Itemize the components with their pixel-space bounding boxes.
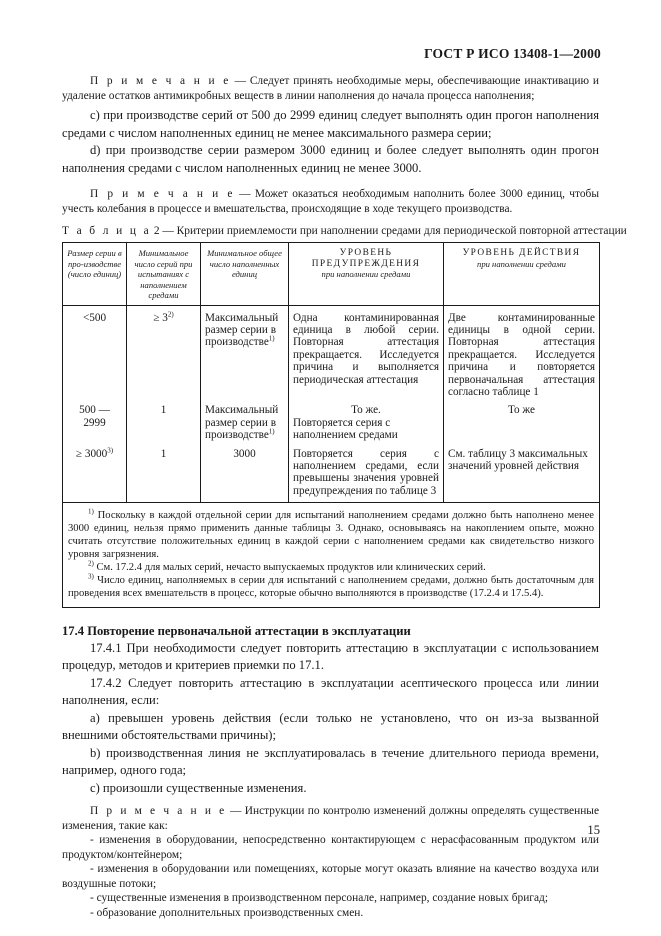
warning-text: Повторяется серия с наполнением средами	[293, 416, 398, 442]
note-label: П р и м е ч а н и е	[90, 188, 235, 200]
footnote-3	[68, 574, 594, 600]
action-level-title: УРОВЕНЬ ДЕЙСТВИЯ	[462, 248, 581, 258]
action-level-sub: при наполнении средами	[477, 258, 566, 269]
table-caption-label: Т а б л и ц а	[62, 225, 152, 237]
cell-min-series	[127, 305, 201, 401]
table-caption	[62, 224, 627, 238]
item-c: с) при производстве серий от 500 до 2999 единиц следует выполнять один прогон наполнения средами с числом наполненных единиц не менее максимального размера серии;	[62, 108, 599, 140]
cell-min-units	[201, 305, 289, 401]
footnote-ref: 1)	[268, 427, 275, 436]
cell-min-series: 1	[127, 401, 201, 444]
header-action-level	[444, 243, 600, 306]
note-text: — Инструкции по контролю изменений должны определять существенные изменения, такие как:	[62, 805, 599, 832]
cell-action-level: То же	[444, 401, 600, 444]
min-series-value: ≥ 3	[153, 311, 168, 324]
header-min-series: Минимальное число серий при испытаниях с наполнением средами	[127, 243, 201, 306]
cell-min-units	[201, 401, 289, 444]
item-d: d) при производстве серии размером 3000 единиц и более следует выполнять один прогон наполнения средами с числом наполненных единиц не менее 3000.	[62, 143, 599, 175]
header-min-units: Минимальное общее число наполненных единиц	[201, 243, 289, 306]
footnote-1	[68, 509, 594, 561]
item-a: а) превышен уровень действия (если только не установлено, что он из-за вызванной внешними обстоятельствами причины);	[62, 710, 599, 743]
table-row	[63, 401, 600, 444]
list-item: - изменения в оборудовании или помещениях, которые могут оказать влияние на качество воздуха или воздушные потоки;	[62, 863, 599, 890]
batch-size-value: ≥ 3000	[75, 447, 108, 460]
cell-batch-size: <500	[63, 305, 127, 401]
warning-level-sub: при наполнении средами	[321, 269, 411, 279]
footnote-ref: 2)	[167, 309, 174, 318]
cell-warning-level	[289, 401, 444, 444]
cell-batch-size	[63, 445, 127, 503]
cell-batch-size: 500 — 2999	[63, 401, 127, 444]
list-item: - существенные изменения в производственном персонале, например, создание новых бригад;	[90, 892, 548, 905]
note-3-intro	[62, 804, 599, 833]
cell-action-level: Две контаминированные единицы в одной серии. Повторная аттестация прекращается. Исследуется причина и повторяется первоначальная аттестация согласно таблице 1	[444, 305, 600, 401]
warning-level-title: УРОВЕНЬ ПРЕДУПРЕЖДЕНИЯ	[311, 248, 421, 269]
list-item: - изменения в оборудовании, непосредственно контактирующем с нерасфасованным продуктом или продуктом/контейнером;	[62, 834, 599, 861]
min-units-value: Максимальный размер серии в производстве	[205, 404, 279, 442]
footnote-mark: 3)	[88, 572, 94, 581]
table-row	[63, 305, 600, 401]
cell-min-series: 1	[127, 445, 201, 503]
document-id: ГОСТ Р ИСО 13408-1—2000	[424, 46, 601, 61]
min-units-value: Максимальный размер серии в производстве	[205, 311, 279, 349]
cell-warning-level: Повторяется серия с наполнением средами, если превышены значения уровней предупреждения по таблице 3	[289, 445, 444, 503]
item-b: b) производственная линия не эксплуатировалась в течение длительного периода времени, например, одного года;	[62, 745, 599, 778]
note-text: — Следует принять необходимые меры, обеспечивающие инактивацию и удаление остатков антимикробных веществ в линии наполнения до начала процесса наполнения;	[62, 75, 599, 102]
table-footnotes-row	[63, 502, 600, 607]
header-batch-size: Размер серии в про-изводстве (число единиц)	[63, 243, 127, 306]
footnote-ref: 1)	[268, 334, 275, 343]
table-row	[63, 445, 600, 503]
note-2	[62, 187, 599, 216]
section-title: 17.4 Повторение первоначальной аттестации в эксплуатации	[62, 623, 411, 638]
table-caption-text: 2 — Критерии приемлемости при наполнении средами для периодической повторной аттестации	[151, 225, 627, 237]
table-header-row	[63, 243, 600, 306]
footnote-text: Поскольку в каждой отдельной серии для испытаний наполнением средами должно быть наполнено менее 3000 единиц, нельзя прямо применить данные таблицы 3. Однако, основываясь на накоплением опыте, можно считать отсутствие положительных единиц в каждой серии с наполнением средами как свидетельство низкого уровня загрязнения.	[68, 509, 594, 560]
note-label: П р и м е ч а н и е	[90, 75, 231, 87]
paragraph-17-4-2: 17.4.2 Следует повторить аттестацию в эксплуатации асептического процесса или линии наполнения, если:	[62, 675, 599, 708]
footnote-mark: 1)	[88, 507, 94, 516]
page-content	[62, 74, 627, 920]
cell-warning-level: Одна контаминированная единица в любой серии. Повторная аттестация прекращается. Исследуется причина и выполняется периодическая аттестация	[289, 305, 444, 401]
footnote-text: См. 17.2.4 для малых серий, нечасто выпускаемых продуктов или клинических серий.	[93, 561, 486, 573]
same-as-above: То же.	[351, 404, 381, 417]
note-label: П р и м е ч а н и е	[90, 805, 227, 818]
note-text: — Может оказаться необходимым наполнить более 3000 единиц, чтобы учесть колебания в процессе и вмешательства, происходящие в ходе текущего производства.	[62, 188, 600, 215]
list-item: - образование дополнительных производственных смен.	[90, 906, 364, 919]
table-footnotes	[63, 502, 600, 607]
footnote-ref: 3)	[107, 445, 114, 454]
paragraph-17-4-1: 17.4.1 При необходимости следует повторить аттестацию в эксплуатации с использованием процедур, методов и критериев приемки по 17.1.	[62, 640, 599, 673]
footnote-2	[68, 561, 594, 574]
cell-action-level: См. таблицу 3 максимальных значений уровней действия	[444, 445, 600, 503]
note-3	[62, 804, 599, 920]
footnote-text: Число единиц, наполняемых в серии для испытаний с наполнением средами, должно быть достаточным для проведения всех вмешательств в процесс, которые обычно выполняются в производстве (17.2.4 и 17.5.4).	[68, 574, 594, 599]
note-1	[62, 74, 599, 103]
page-number: 15	[587, 823, 600, 837]
cell-min-units: 3000	[201, 445, 289, 503]
item-c2: с) произошли существенные изменения.	[90, 780, 307, 795]
header-warning-level	[289, 243, 444, 306]
acceptance-criteria-table	[62, 242, 600, 608]
footnote-mark: 2)	[88, 559, 94, 568]
